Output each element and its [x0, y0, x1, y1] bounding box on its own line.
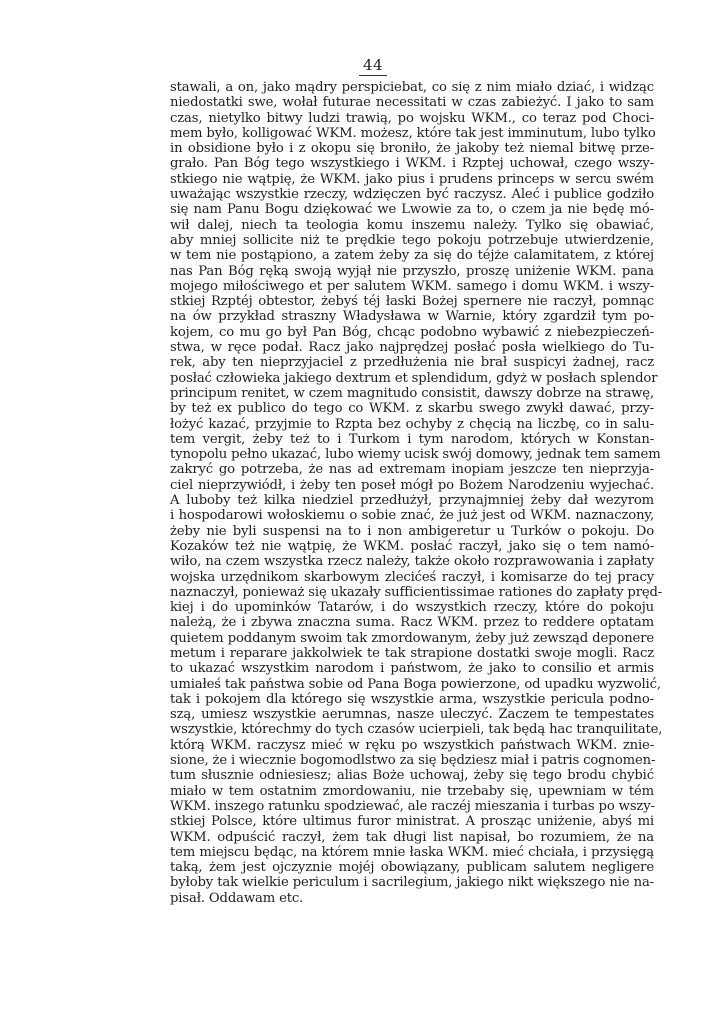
text-line: naznaczył, ponieważ się ukazały sufficientissimae rationes do zapłaty pręd- [170, 584, 663, 600]
text-line: byłoby tak wielkie periculum i sacrilegium, jakiego nikt większego nie na- [170, 875, 654, 891]
page-number [0, 56, 720, 76]
text-line: szą, umiesz wszystkie aerumnas, nasze uleczyć. Zaczem te tempestates [170, 707, 654, 723]
text-line: niedostatki swe, wołał futurae necessitati w czas zabieżyć. I jako to sam [170, 95, 654, 111]
text-line: to ukazać wszystkim narodom i państwom, że jako to consilio et armis [170, 661, 654, 677]
text-line: stawali, a on, jako mądry perspiciebat, co się z nim miało dziać, i widząc [170, 80, 654, 95]
text-line: quietem poddanym swoim tak zmordowanym, żeby już zewsząd deponere [170, 630, 654, 646]
text-line: Kozaków też nie wątpię, że WKM. posłać raczył, jako się o tem namó- [170, 538, 654, 554]
text-line: stkiej Rzptéj obtestor, żebyś téj łaski Bożej spernere nie raczył, pomnąc [170, 294, 654, 310]
page-number-label: 44 [359, 56, 387, 76]
text-line: principum renitet, w czem magnitudo consistit, dawszy dobrze na strawę, [170, 385, 654, 401]
text-line: posłać człowieka jakiego dextrum et splendidum, gdyż w posłach splendor [170, 370, 658, 386]
text-line: łożyć kazać, przyjmie to Rzpta bez ochyby z chęcią na liczbę, co in salu- [170, 416, 654, 432]
text-line: wojska urzędnikom skarbowym zlecićeś raczył, i komisarze do tej pracy [170, 569, 654, 585]
text-line: taką, żem jest ojczyznie mojéj obowiązany, publicam salutem negligere [170, 860, 654, 876]
text-line: stkiej Polsce, które ultimus furor ministrat. A prosząc uniżenie, abyś mi [170, 814, 654, 830]
text-line: się nam Panu Bogu dziękować we Lwowie za to, o czem ja nie będę mó- [170, 202, 654, 218]
text-line: czas, nietylko bitwy ludzi trawią, po wojsku WKM., co teraz pod Choci- [170, 110, 654, 126]
text-line: nas Pan Bóg ręką swoją wyjął nie przyszło, proszę uniżenie WKM. pana [170, 263, 654, 279]
body-text [170, 80, 663, 906]
text-line: kojem, co mu go był Pan Bóg, chcąc podobno wybawić z niebezpieczeń- [170, 324, 654, 340]
text-line: którą WKM. raczysz mieć w ręku po wszystkich państwach WKM. znie- [170, 737, 654, 753]
text-line: należą, że i zbywa znaczna suma. Racz WKM. przez to reddere optatam [170, 615, 654, 631]
text-line: WKM. odpuścić raczył, żem tak długi list napisał, bo rozumiem, że na [170, 829, 654, 845]
text-line: aby mniej sollicite niż te prędkie tego pokoju potrzebuje utwierdzenie, [170, 232, 654, 248]
text-line: WKM. inszego ratunku spodziewać, ale raczéj mieszania i turbas po wszy- [170, 798, 655, 814]
text-line: tak i pokojem dla którego się wszystkie arma, wszystkie pericula podno- [170, 691, 654, 707]
text-line: umiałeś tak państwa sobie od Pana Boga powierzone, od upadku wyzwolić, [170, 676, 661, 692]
text-line: in obsidione było i z okopu się broniło, że jakoby też niemal bitwę prze- [170, 141, 654, 157]
text-line: grało. Pan Bóg tego wszystkiego i WKM. i Rzptej uchował, czego wszy- [170, 156, 654, 172]
text-line: kiej i do upominków Tatarów, i do wszystkich rzeczy, które do pokoju [170, 600, 654, 616]
text-line: na ów przykład straszny Władysława w Warnie, który zgardził tym po- [170, 309, 654, 325]
text-line: A luboby też kilka niedziel przedłużył, przynajmniej żeby dał wezyrom [170, 493, 654, 509]
text-line: stkiego nie wątpię, że WKM. jako pius i prudens princeps w sercu swém [170, 171, 654, 187]
text-line: miało w tem ostatnim zmordowaniu, nie trzebaby się, upewniam w tém [170, 783, 654, 799]
text-line: mojego miłościwego et per salutem WKM. samego i domu WKM. i wszy- [170, 278, 654, 294]
text-line: i hospodarowi wołoskiemu o sobie znać, że już jest od WKM. naznaczony, [170, 508, 654, 524]
text-line: rek, aby ten nieprzyjaciel z przedłużenia nie brał suspicyi żadnej, racz [170, 355, 654, 371]
text-line: wiło, na czem wszystka rzecz należy, także około rozprawowania i zapłaty [170, 554, 654, 570]
text-line: metum i reparare jakkolwiek te tak strapione dostatki swoje mogli. Racz [170, 645, 654, 661]
text-line: sione, że i wiecznie bogomodlstwo za się będziesz miał i patris cognomen- [170, 753, 656, 769]
text-line: tem miejscu będąc, na którem mnie łaska WKM. mieć chciała, i przysięgą [170, 844, 654, 860]
text-line: tynopolu pełno ukazać, lubo wiemy ucisk swój domowy, jednak tem samem [170, 447, 661, 463]
text-line: mem było, kolligować WKM. możesz, które tak jest imminutum, lubo tylko [170, 125, 656, 141]
text-line: stwa, w ręce podał. Racz jako najprędzej posłać posła wielkiego do Tu- [170, 340, 654, 356]
text-line: by też ex publico do tego co WKM. z skarbu swego zwykł dawać, przy- [170, 401, 654, 417]
text-line: zakryć go potrzeba, że nas ad extremam inopiam jeszcze ten nieprzyja- [170, 462, 654, 478]
text-line: uważając wszystkie rzeczy, wdzięczen być raczysz. Aleć i publice godziło [170, 187, 654, 203]
text-line: ciel nieprzywiódł, i żeby ten poseł mógł po Bożem Narodzeniu wyjechać. [170, 477, 654, 493]
text-line-last: pisał. Oddawam etc. [170, 890, 304, 906]
text-line: w tem nie postąpiono, a zatem żeby za się do téjże calamitatem, z której [170, 248, 654, 264]
text-line: wił dalej, niech ta teologia komu inszemu należy. Tylko się obawiać, [170, 217, 654, 233]
text-line: tem vergit, żeby też to i Turkom i tym narodom, których w Konstan- [170, 431, 654, 447]
text-line: tum słusznie odniesiesz; alias Boże uchowaj, żeby się tego brodu chybić [170, 768, 654, 784]
text-line: żeby nie byli suspensi na to i non ambigeretur u Turków o pokoju. Do [170, 523, 654, 539]
text-line: wszystkie, którechmy do tych czasów ucierpieli, tak będą hac tranquilitate, [170, 722, 663, 738]
